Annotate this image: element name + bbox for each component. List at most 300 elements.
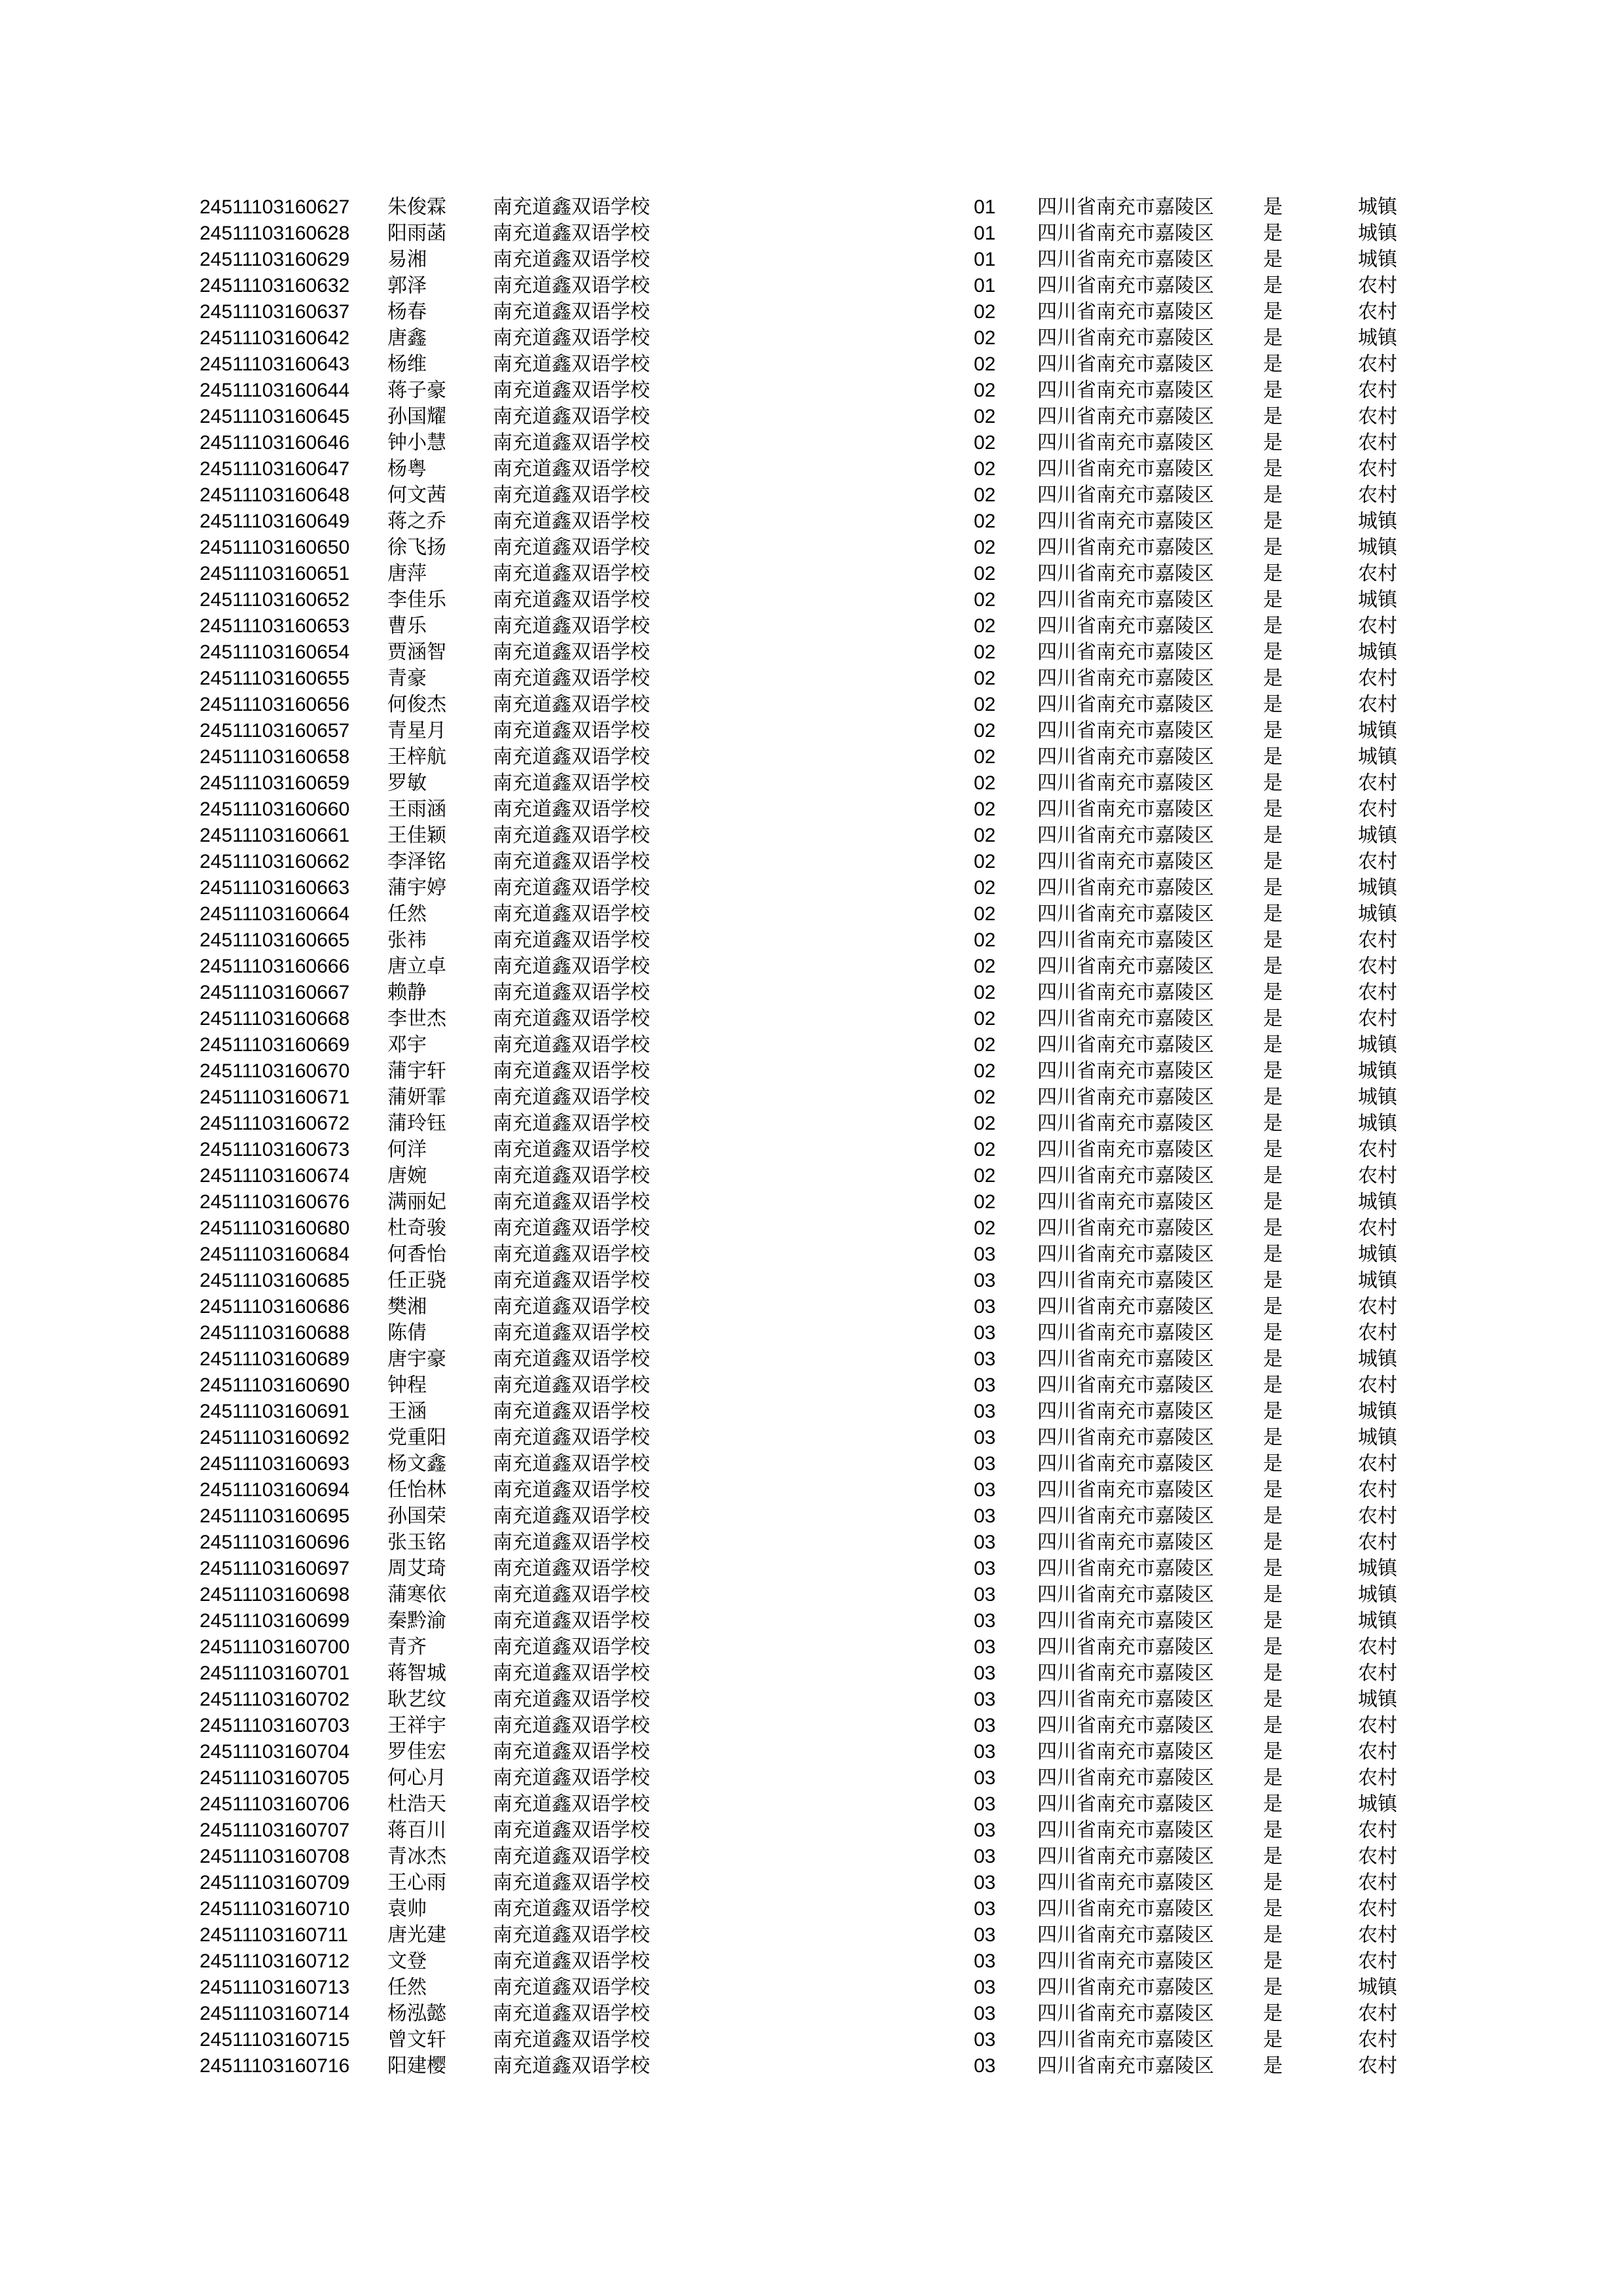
school-name-cell: 南充道鑫双语学校 — [493, 274, 650, 297]
school-name-cell: 南充道鑫双语学校 — [493, 1400, 650, 1423]
flag-cell: 是 — [1263, 274, 1283, 297]
hukou-type-cell: 农村 — [1358, 1662, 1397, 1685]
student-id-cell: 24511103160693 — [200, 1453, 350, 1475]
class-number-cell: 03 — [974, 1715, 996, 1736]
table-row — [0, 1922, 1623, 1948]
region-cell: 四川省南充市嘉陵区 — [1037, 824, 1214, 847]
class-number-cell: 03 — [974, 1872, 996, 1893]
student-name-cell: 任怡林 — [387, 1479, 446, 1501]
flag-cell: 是 — [1263, 1871, 1283, 1894]
student-name-cell: 何心月 — [387, 1767, 446, 1789]
table-row — [0, 2001, 1623, 2027]
student-name-cell: 青豪 — [387, 667, 427, 690]
school-name-cell: 南充道鑫双语学校 — [493, 641, 650, 664]
class-number-cell: 02 — [974, 668, 996, 689]
student-name-cell: 杨维 — [387, 353, 427, 376]
student-id-cell: 24511103160663 — [200, 877, 350, 899]
school-name-cell: 南充道鑫双语学校 — [493, 1479, 650, 1501]
student-id-cell: 24511103160667 — [200, 982, 350, 1003]
class-number-cell: 02 — [974, 301, 996, 323]
school-name-cell: 南充道鑫双语学校 — [493, 850, 650, 873]
flag-cell: 是 — [1263, 1033, 1283, 1056]
student-name-cell: 蒋智城 — [387, 1662, 446, 1685]
school-name-cell: 南充道鑫双语学校 — [493, 1086, 650, 1109]
flag-cell: 是 — [1263, 798, 1283, 821]
school-name-cell: 南充道鑫双语学校 — [493, 1164, 650, 1187]
class-number-cell: 02 — [974, 1139, 996, 1160]
school-name-cell: 南充道鑫双语学校 — [493, 196, 650, 219]
flag-cell: 是 — [1263, 353, 1283, 376]
school-name-cell: 南充道鑫双语学校 — [493, 1609, 650, 1632]
region-cell: 四川省南充市嘉陵区 — [1037, 1426, 1214, 1449]
region-cell: 四川省南充市嘉陵区 — [1037, 196, 1214, 219]
student-name-cell: 蒋百川 — [387, 1819, 446, 1842]
table-row — [0, 1844, 1623, 1870]
region-cell: 四川省南充市嘉陵区 — [1037, 955, 1214, 978]
school-name-cell: 南充道鑫双语学校 — [493, 1688, 650, 1711]
hukou-type-cell: 农村 — [1358, 1767, 1397, 1789]
class-number-cell: 03 — [974, 1793, 996, 1815]
hukou-type-cell: 城镇 — [1358, 327, 1397, 350]
school-name-cell: 南充道鑫双语学校 — [493, 1819, 650, 1842]
region-cell: 四川省南充市嘉陵区 — [1037, 1321, 1214, 1344]
flag-cell: 是 — [1263, 876, 1283, 899]
region-cell: 四川省南充市嘉陵区 — [1037, 1295, 1214, 1318]
table-row — [0, 1268, 1623, 1294]
school-name-cell: 南充道鑫双语学校 — [493, 1897, 650, 1920]
hukou-type-cell: 农村 — [1358, 431, 1397, 454]
table-row — [0, 1582, 1623, 1608]
hukou-type-cell: 城镇 — [1358, 1191, 1397, 1213]
region-cell: 四川省南充市嘉陵区 — [1037, 1793, 1214, 1816]
flag-cell: 是 — [1263, 1583, 1283, 1606]
hukou-type-cell: 城镇 — [1358, 1583, 1397, 1606]
region-cell: 四川省南充市嘉陵区 — [1037, 929, 1214, 952]
hukou-type-cell: 农村 — [1358, 1138, 1397, 1161]
table-row — [0, 1634, 1623, 1660]
table-row — [0, 1739, 1623, 1765]
student-name-cell: 蒲玲钰 — [387, 1112, 446, 1135]
student-id-cell: 24511103160701 — [200, 1662, 350, 1684]
hukou-type-cell: 农村 — [1358, 615, 1397, 637]
table-row — [0, 1975, 1623, 2001]
student-name-cell: 杜浩天 — [387, 1793, 446, 1816]
region-cell: 四川省南充市嘉陵区 — [1037, 1976, 1214, 1999]
school-name-cell: 南充道鑫双语学校 — [493, 300, 650, 323]
flag-cell: 是 — [1263, 955, 1283, 978]
school-name-cell: 南充道鑫双语学校 — [493, 1348, 650, 1371]
school-name-cell: 南充道鑫双语学校 — [493, 1557, 650, 1580]
table-row — [0, 194, 1623, 221]
hukou-type-cell: 农村 — [1358, 1007, 1397, 1030]
hukou-type-cell: 农村 — [1358, 929, 1397, 952]
flag-cell: 是 — [1263, 903, 1283, 925]
student-id-cell: 24511103160686 — [200, 1296, 350, 1318]
student-name-cell: 阳建樱 — [387, 2054, 446, 2077]
region-cell: 四川省南充市嘉陵区 — [1037, 1191, 1214, 1213]
region-cell: 四川省南充市嘉陵区 — [1037, 641, 1214, 664]
flag-cell: 是 — [1263, 1112, 1283, 1135]
class-number-cell: 02 — [974, 746, 996, 768]
hukou-type-cell: 农村 — [1358, 274, 1397, 297]
table-row — [0, 482, 1623, 509]
class-number-cell: 03 — [974, 1348, 996, 1370]
class-number-cell: 02 — [974, 982, 996, 1003]
student-id-cell: 24511103160716 — [200, 2055, 350, 2077]
table-row — [0, 849, 1623, 875]
hukou-type-cell: 农村 — [1358, 667, 1397, 690]
flag-cell: 是 — [1263, 1688, 1283, 1711]
class-number-cell: 03 — [974, 1584, 996, 1605]
table-row — [0, 1006, 1623, 1032]
region-cell: 四川省南充市嘉陵区 — [1037, 1033, 1214, 1056]
flag-cell: 是 — [1263, 1924, 1283, 1946]
hukou-type-cell: 城镇 — [1358, 1426, 1397, 1449]
student-id-cell: 24511103160700 — [200, 1636, 350, 1658]
table-row — [0, 980, 1623, 1006]
student-name-cell: 王涵 — [387, 1400, 427, 1423]
region-cell: 四川省南充市嘉陵区 — [1037, 1452, 1214, 1475]
region-cell: 四川省南充市嘉陵区 — [1037, 1557, 1214, 1580]
student-id-cell: 24511103160659 — [200, 772, 350, 794]
student-name-cell: 曹乐 — [387, 615, 427, 637]
hukou-type-cell: 农村 — [1358, 798, 1397, 821]
table-row — [0, 1503, 1623, 1530]
table-row — [0, 1713, 1623, 1739]
flag-cell: 是 — [1263, 196, 1283, 219]
class-number-cell: 03 — [974, 1977, 996, 1998]
class-number-cell: 03 — [974, 1846, 996, 1867]
student-id-cell: 24511103160632 — [200, 275, 350, 296]
region-cell: 四川省南充市嘉陵区 — [1037, 2054, 1214, 2077]
region-cell: 四川省南充市嘉陵区 — [1037, 1060, 1214, 1083]
student-id-cell: 24511103160669 — [200, 1034, 350, 1056]
school-name-cell: 南充道鑫双语学校 — [493, 1426, 650, 1449]
student-id-cell: 24511103160685 — [200, 1270, 350, 1291]
flag-cell: 是 — [1263, 1321, 1283, 1344]
flag-cell: 是 — [1263, 1950, 1283, 1973]
student-id-cell: 24511103160664 — [200, 903, 350, 925]
class-number-cell: 01 — [974, 196, 996, 218]
hukou-type-cell: 城镇 — [1358, 1793, 1397, 1816]
flag-cell: 是 — [1263, 1374, 1283, 1397]
school-name-cell: 南充道鑫双语学校 — [493, 1714, 650, 1737]
student-name-cell: 唐立卓 — [387, 955, 446, 978]
flag-cell: 是 — [1263, 2054, 1283, 2077]
student-id-cell: 24511103160652 — [200, 589, 350, 611]
school-name-cell: 南充道鑫双语学校 — [493, 1295, 650, 1318]
student-name-cell: 唐光建 — [387, 1924, 446, 1946]
region-cell: 四川省南充市嘉陵区 — [1037, 772, 1214, 795]
student-roster-sheet — [0, 194, 1623, 2079]
school-name-cell: 南充道鑫双语学校 — [493, 693, 650, 716]
school-name-cell: 南充道鑫双语学校 — [493, 1269, 650, 1292]
student-name-cell: 王祥宇 — [387, 1714, 446, 1737]
student-name-cell: 唐婉 — [387, 1164, 427, 1187]
region-cell: 四川省南充市嘉陵区 — [1037, 719, 1214, 742]
table-row — [0, 1660, 1623, 1687]
flag-cell: 是 — [1263, 510, 1283, 533]
class-number-cell: 02 — [974, 1034, 996, 1056]
student-id-cell: 24511103160643 — [200, 353, 350, 375]
flag-cell: 是 — [1263, 1767, 1283, 1789]
table-row — [0, 613, 1623, 639]
student-name-cell: 青冰杰 — [387, 1845, 446, 1868]
class-number-cell: 03 — [974, 2003, 996, 2024]
region-cell: 四川省南充市嘉陵区 — [1037, 1950, 1214, 1973]
student-name-cell: 任正骁 — [387, 1269, 446, 1292]
region-cell: 四川省南充市嘉陵区 — [1037, 274, 1214, 297]
table-row — [0, 535, 1623, 561]
student-id-cell: 24511103160703 — [200, 1715, 350, 1736]
table-row — [0, 692, 1623, 718]
region-cell: 四川省南充市嘉陵区 — [1037, 1924, 1214, 1946]
region-cell: 四川省南充市嘉陵区 — [1037, 300, 1214, 323]
hukou-type-cell: 农村 — [1358, 850, 1397, 873]
flag-cell: 是 — [1263, 1609, 1283, 1632]
hukou-type-cell: 城镇 — [1358, 248, 1397, 271]
flag-cell: 是 — [1263, 1479, 1283, 1501]
school-name-cell: 南充道鑫双语学校 — [493, 1950, 650, 1973]
region-cell: 四川省南充市嘉陵区 — [1037, 248, 1214, 271]
flag-cell: 是 — [1263, 824, 1283, 847]
region-cell: 四川省南充市嘉陵区 — [1037, 745, 1214, 768]
school-name-cell: 南充道鑫双语学校 — [493, 719, 650, 742]
flag-cell: 是 — [1263, 1191, 1283, 1213]
hukou-type-cell: 农村 — [1358, 1452, 1397, 1475]
table-row — [0, 744, 1623, 770]
student-name-cell: 蒲宇婷 — [387, 876, 446, 899]
student-name-cell: 李佳乐 — [387, 588, 446, 611]
student-id-cell: 24511103160712 — [200, 1950, 350, 1972]
student-name-cell: 何洋 — [387, 1138, 427, 1161]
student-id-cell: 24511103160690 — [200, 1374, 350, 1396]
class-number-cell: 02 — [974, 406, 996, 427]
table-row — [0, 1870, 1623, 1896]
student-id-cell: 24511103160629 — [200, 249, 350, 270]
flag-cell: 是 — [1263, 981, 1283, 1004]
student-id-cell: 24511103160662 — [200, 851, 350, 872]
class-number-cell: 02 — [974, 798, 996, 820]
student-name-cell: 孙国耀 — [387, 405, 446, 428]
region-cell: 四川省南充市嘉陵区 — [1037, 1845, 1214, 1868]
student-name-cell: 孙国荣 — [387, 1505, 446, 1528]
student-id-cell: 24511103160680 — [200, 1217, 350, 1239]
student-id-cell: 24511103160644 — [200, 380, 350, 401]
flag-cell: 是 — [1263, 405, 1283, 428]
student-id-cell: 24511103160660 — [200, 798, 350, 820]
hukou-type-cell: 农村 — [1358, 379, 1397, 402]
student-id-cell: 24511103160699 — [200, 1610, 350, 1632]
student-id-cell: 24511103160649 — [200, 511, 350, 532]
school-name-cell: 南充道鑫双语学校 — [493, 1505, 650, 1528]
hukou-type-cell: 农村 — [1358, 484, 1397, 507]
student-name-cell: 罗敏 — [387, 772, 427, 795]
school-name-cell: 南充道鑫双语学校 — [493, 1531, 650, 1554]
flag-cell: 是 — [1263, 1086, 1283, 1109]
student-id-cell: 24511103160704 — [200, 1741, 350, 1763]
hukou-type-cell: 城镇 — [1358, 510, 1397, 533]
flag-cell: 是 — [1263, 1531, 1283, 1554]
class-number-cell: 02 — [974, 903, 996, 925]
student-id-cell: 24511103160692 — [200, 1427, 350, 1448]
table-row — [0, 456, 1623, 482]
student-id-cell: 24511103160670 — [200, 1060, 350, 1082]
flag-cell: 是 — [1263, 1007, 1283, 1030]
region-cell: 四川省南充市嘉陵区 — [1037, 1819, 1214, 1842]
student-name-cell: 郭泽 — [387, 274, 427, 297]
class-number-cell: 03 — [974, 1820, 996, 1841]
flag-cell: 是 — [1263, 484, 1283, 507]
hukou-type-cell: 城镇 — [1358, 903, 1397, 925]
flag-cell: 是 — [1263, 850, 1283, 873]
school-name-cell: 南充道鑫双语学校 — [493, 772, 650, 795]
class-number-cell: 03 — [974, 1505, 996, 1527]
flag-cell: 是 — [1263, 1662, 1283, 1685]
table-row — [0, 378, 1623, 404]
student-name-cell: 青星月 — [387, 719, 446, 742]
flag-cell: 是 — [1263, 588, 1283, 611]
school-name-cell: 南充道鑫双语学校 — [493, 2054, 650, 2077]
student-name-cell: 张玉铭 — [387, 1531, 446, 1554]
school-name-cell: 南充道鑫双语学校 — [493, 1452, 650, 1475]
student-name-cell: 何香怡 — [387, 1243, 446, 1266]
flag-cell: 是 — [1263, 2002, 1283, 2025]
school-name-cell: 南充道鑫双语学校 — [493, 379, 650, 402]
student-name-cell: 蒲寒依 — [387, 1583, 446, 1606]
hukou-type-cell: 农村 — [1358, 955, 1397, 978]
class-number-cell: 02 — [974, 929, 996, 951]
hukou-type-cell: 农村 — [1358, 1819, 1397, 1842]
student-name-cell: 王心雨 — [387, 1871, 446, 1894]
school-name-cell: 南充道鑫双语学校 — [493, 876, 650, 899]
flag-cell: 是 — [1263, 1138, 1283, 1161]
hukou-type-cell: 城镇 — [1358, 588, 1397, 611]
flag-cell: 是 — [1263, 2028, 1283, 2051]
flag-cell: 是 — [1263, 431, 1283, 454]
student-name-cell: 赖静 — [387, 981, 427, 1004]
flag-cell: 是 — [1263, 1740, 1283, 1763]
region-cell: 四川省南充市嘉陵区 — [1037, 484, 1214, 507]
student-name-cell: 任然 — [387, 903, 427, 925]
student-id-cell: 24511103160672 — [200, 1113, 350, 1134]
student-name-cell: 杨泓懿 — [387, 2002, 446, 2025]
school-name-cell: 南充道鑫双语学校 — [493, 1138, 650, 1161]
student-name-cell: 杨春 — [387, 300, 427, 323]
flag-cell: 是 — [1263, 1976, 1283, 1999]
school-name-cell: 南充道鑫双语学校 — [493, 431, 650, 454]
student-name-cell: 陈倩 — [387, 1321, 427, 1344]
hukou-type-cell: 农村 — [1358, 1164, 1397, 1187]
student-name-cell: 唐宇豪 — [387, 1348, 446, 1371]
flag-cell: 是 — [1263, 248, 1283, 271]
class-number-cell: 03 — [974, 1610, 996, 1632]
table-row — [0, 1372, 1623, 1399]
student-id-cell: 24511103160651 — [200, 563, 350, 584]
hukou-type-cell: 城镇 — [1358, 824, 1397, 847]
class-number-cell: 02 — [974, 458, 996, 480]
student-name-cell: 张祎 — [387, 929, 427, 952]
hukou-type-cell: 农村 — [1358, 300, 1397, 323]
student-id-cell: 24511103160668 — [200, 1008, 350, 1030]
hukou-type-cell: 城镇 — [1358, 1033, 1397, 1056]
flag-cell: 是 — [1263, 379, 1283, 402]
hukou-type-cell: 农村 — [1358, 1897, 1397, 1920]
student-id-cell: 24511103160691 — [200, 1401, 350, 1422]
hukou-type-cell: 城镇 — [1358, 1112, 1397, 1135]
student-name-cell: 周艾琦 — [387, 1557, 446, 1580]
student-name-cell: 杨粤 — [387, 457, 427, 480]
school-name-cell: 南充道鑫双语学校 — [493, 1793, 650, 1816]
hukou-type-cell: 农村 — [1358, 353, 1397, 376]
class-number-cell: 02 — [974, 694, 996, 715]
school-name-cell: 南充道鑫双语学校 — [493, 1374, 650, 1397]
student-name-cell: 徐飞扬 — [387, 536, 446, 559]
student-id-cell: 24511103160673 — [200, 1139, 350, 1160]
student-name-cell: 易湘 — [387, 248, 427, 271]
region-cell: 四川省南充市嘉陵区 — [1037, 1740, 1214, 1763]
hukou-type-cell: 农村 — [1358, 1714, 1397, 1737]
class-number-cell: 02 — [974, 720, 996, 742]
table-row — [0, 247, 1623, 273]
region-cell: 四川省南充市嘉陵区 — [1037, 1505, 1214, 1528]
hukou-type-cell: 城镇 — [1358, 1609, 1397, 1632]
table-row — [0, 351, 1623, 378]
hukou-type-cell: 农村 — [1358, 1321, 1397, 1344]
table-row — [0, 561, 1623, 587]
hukou-type-cell: 农村 — [1358, 1479, 1397, 1501]
student-name-cell: 曾文轩 — [387, 2028, 446, 2051]
student-id-cell: 24511103160642 — [200, 327, 350, 349]
class-number-cell: 01 — [974, 223, 996, 244]
hukou-type-cell: 城镇 — [1358, 1400, 1397, 1423]
table-row — [0, 1818, 1623, 1844]
class-number-cell: 03 — [974, 1950, 996, 1972]
class-number-cell: 02 — [974, 432, 996, 454]
class-number-cell: 02 — [974, 589, 996, 611]
student-name-cell: 杨文鑫 — [387, 1452, 446, 1475]
student-name-cell: 王梓航 — [387, 745, 446, 768]
hukou-type-cell: 农村 — [1358, 1924, 1397, 1946]
table-row — [0, 1058, 1623, 1085]
hukou-type-cell: 农村 — [1358, 1531, 1397, 1554]
school-name-cell: 南充道鑫双语学校 — [493, 1636, 650, 1659]
table-row — [0, 2053, 1623, 2079]
region-cell: 四川省南充市嘉陵区 — [1037, 1479, 1214, 1501]
flag-cell: 是 — [1263, 536, 1283, 559]
school-name-cell: 南充道鑫双语学校 — [493, 222, 650, 245]
hukou-type-cell: 城镇 — [1358, 1348, 1397, 1371]
school-name-cell: 南充道鑫双语学校 — [493, 1976, 650, 1999]
region-cell: 四川省南充市嘉陵区 — [1037, 693, 1214, 716]
table-row — [0, 1608, 1623, 1634]
school-name-cell: 南充道鑫双语学校 — [493, 745, 650, 768]
school-name-cell: 南充道鑫双语学校 — [493, 536, 650, 559]
region-cell: 四川省南充市嘉陵区 — [1037, 1400, 1214, 1423]
class-number-cell: 03 — [974, 1244, 996, 1265]
student-name-cell: 阳雨菡 — [387, 222, 446, 245]
student-id-cell: 24511103160645 — [200, 406, 350, 427]
student-id-cell: 24511103160706 — [200, 1793, 350, 1815]
region-cell: 四川省南充市嘉陵区 — [1037, 876, 1214, 899]
region-cell: 四川省南充市嘉陵区 — [1037, 981, 1214, 1004]
student-name-cell: 青齐 — [387, 1636, 427, 1659]
region-cell: 四川省南充市嘉陵区 — [1037, 457, 1214, 480]
table-row — [0, 770, 1623, 797]
table-row — [0, 1399, 1623, 1425]
student-id-cell: 24511103160628 — [200, 223, 350, 244]
class-number-cell: 02 — [974, 353, 996, 375]
